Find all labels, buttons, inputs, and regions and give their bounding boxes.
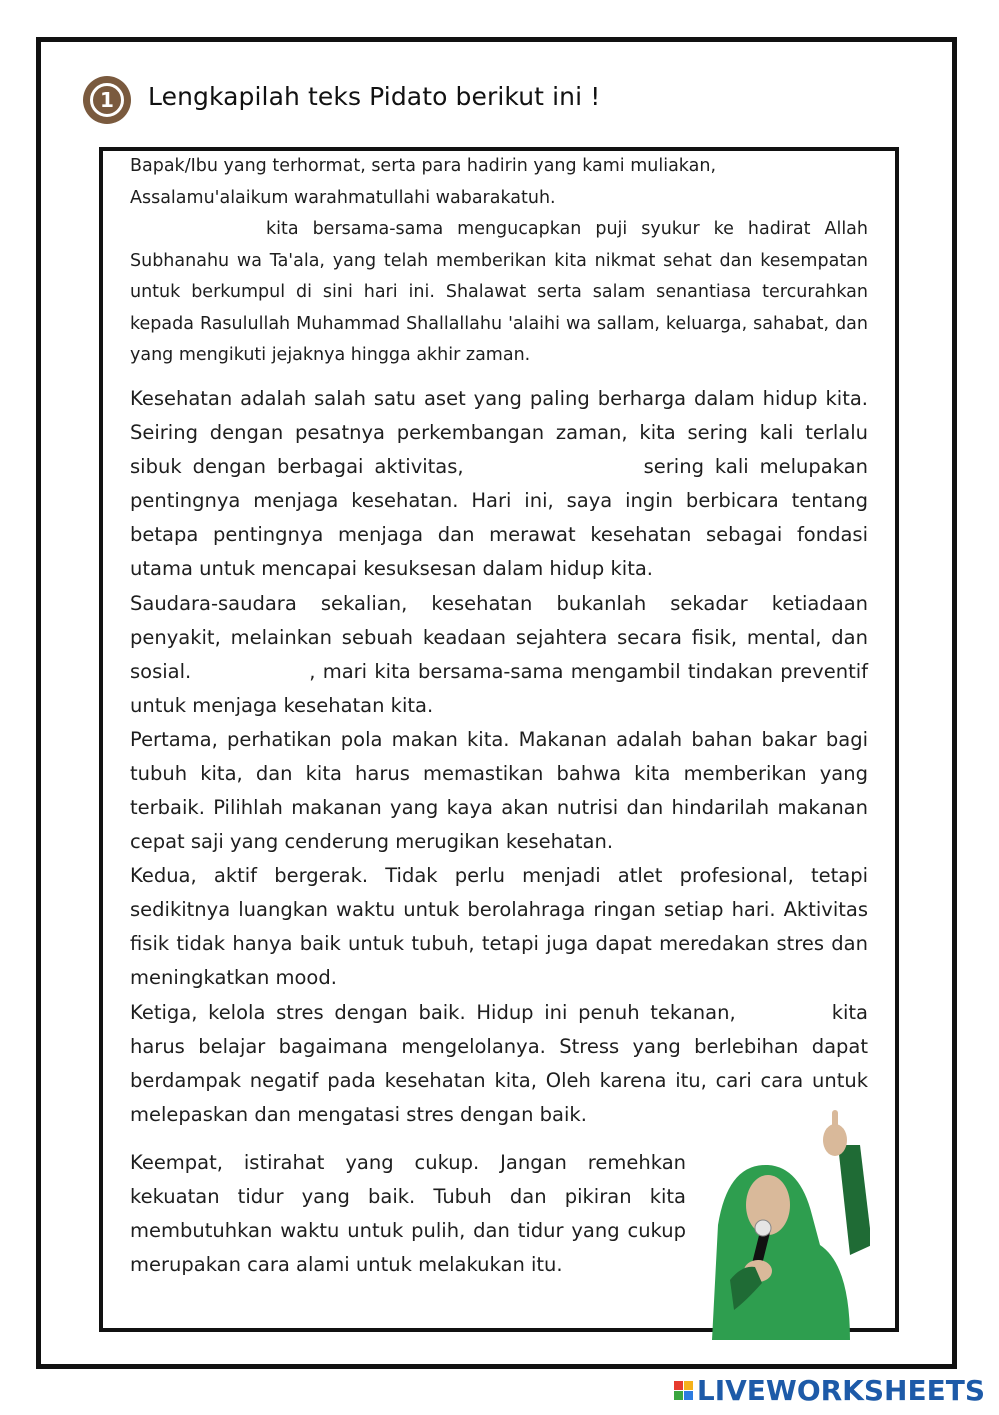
- greeting-line-1: Bapak/Ibu yang terhormat, serta para hadirin yang kami muliakan,: [130, 156, 717, 176]
- paragraph-second-point: Kedua, aktif bergerak. Tidak perlu menjadi atlet profesional, tetapi sedikitnya luangkan waktu untuk berolahraga ringan setiap hari. Aktivitas fisik tidak hanya baik untuk tubuh, tetapi juga dapat meredakan stres dan meningkatkan mood.: [130, 864, 868, 989]
- p2-text-a: Saudara-saudara sekalian, kesehatan bukanlah sekadar ketiadaan penyakit, melainkan sebuah keadaan sejahtera secara fisik, mental, dan sosial.: [130, 592, 868, 683]
- question-number-badge: [83, 76, 131, 124]
- greeting-line-2: Assalamu'alaikum warahmatullahi wabarakatuh.: [130, 188, 556, 208]
- paragraph-health-definition: [130, 587, 868, 723]
- p5-text-b: kita harus belajar bagaimana mengelolanya. Stress yang berlebihan dapat berdampak negatif pada kesehatan kita, Oleh karena itu, cari cara untuk melepaskan dan mengatasi stres dengan baik.: [130, 1001, 868, 1126]
- brand-name: LIVEWORKSHEETS: [696, 1374, 985, 1407]
- liveworksheets-logo: [674, 1374, 985, 1407]
- paragraph-fourth-point: Keempat, istirahat yang cukup. Jangan remehkan kekuatan tidur yang baik. Tubuh dan pikiran kita membutuhkan waktu untuk pulih, dan tidur yang cukup merupakan cara alami untuk melakukan itu.: [130, 1151, 686, 1276]
- p5-text-a: Ketiga, kelola stres dengan baik. Hidup ini penuh tekanan,: [130, 1001, 736, 1024]
- p1-text-b: sering kali melupakan pentingnya menjaga kesehatan. Hari ini, saya ingin berbicara tentang betapa pentingnya menjaga dan merawat kesehatan sebagai fondasi utama untuk mencapai kesuksesan dalam hidup kita.: [130, 455, 868, 580]
- paragraph-health-asset: [130, 382, 868, 586]
- opening-text: kita bersama-sama mengucapkan puji syukur ke hadirat Allah Subhanahu wa Ta'ala, yang telah memberikan kita nikmat sehat dan kesempatan untuk berkumpul di sini hari ini. Shalawat serta salam senantiasa tercurahkan kepada Rasulullah Muhammad Shallallahu 'alaihi wa sallam, keluarga, sahabat, dan yang mengikuti jejaknya hingga akhir zaman.: [130, 219, 868, 365]
- question-number: 1: [90, 83, 124, 117]
- speaker-illustration: [700, 1105, 870, 1340]
- p2-text-b: , mari kita bersama-sama mengambil tindakan preventif untuk menjaga kesehatan kita.: [130, 660, 868, 717]
- paragraph-first-point: Pertama, perhatikan pola makan kita. Makanan adalah bahan bakar bagi tubuh kita, dan kita harus memastikan bahwa kita memberikan yang terbaik. Pilihlah makanan yang kaya akan nutrisi dan hindarilah makanan cepat saji yang cenderung merugikan kesehatan.: [130, 728, 868, 853]
- logo-mark-icon: [674, 1381, 693, 1400]
- p1-text-a: Kesehatan adalah salah satu aset yang paling berharga dalam hidup kita. Seiring dengan pesatnya perkembangan zaman, kita sering kali terlalu sibuk dengan berbagai aktivitas,: [130, 387, 868, 478]
- instruction-title: Lengkapilah teks Pidato berikut ini !: [148, 82, 601, 111]
- opening-paragraph: [130, 214, 868, 372]
